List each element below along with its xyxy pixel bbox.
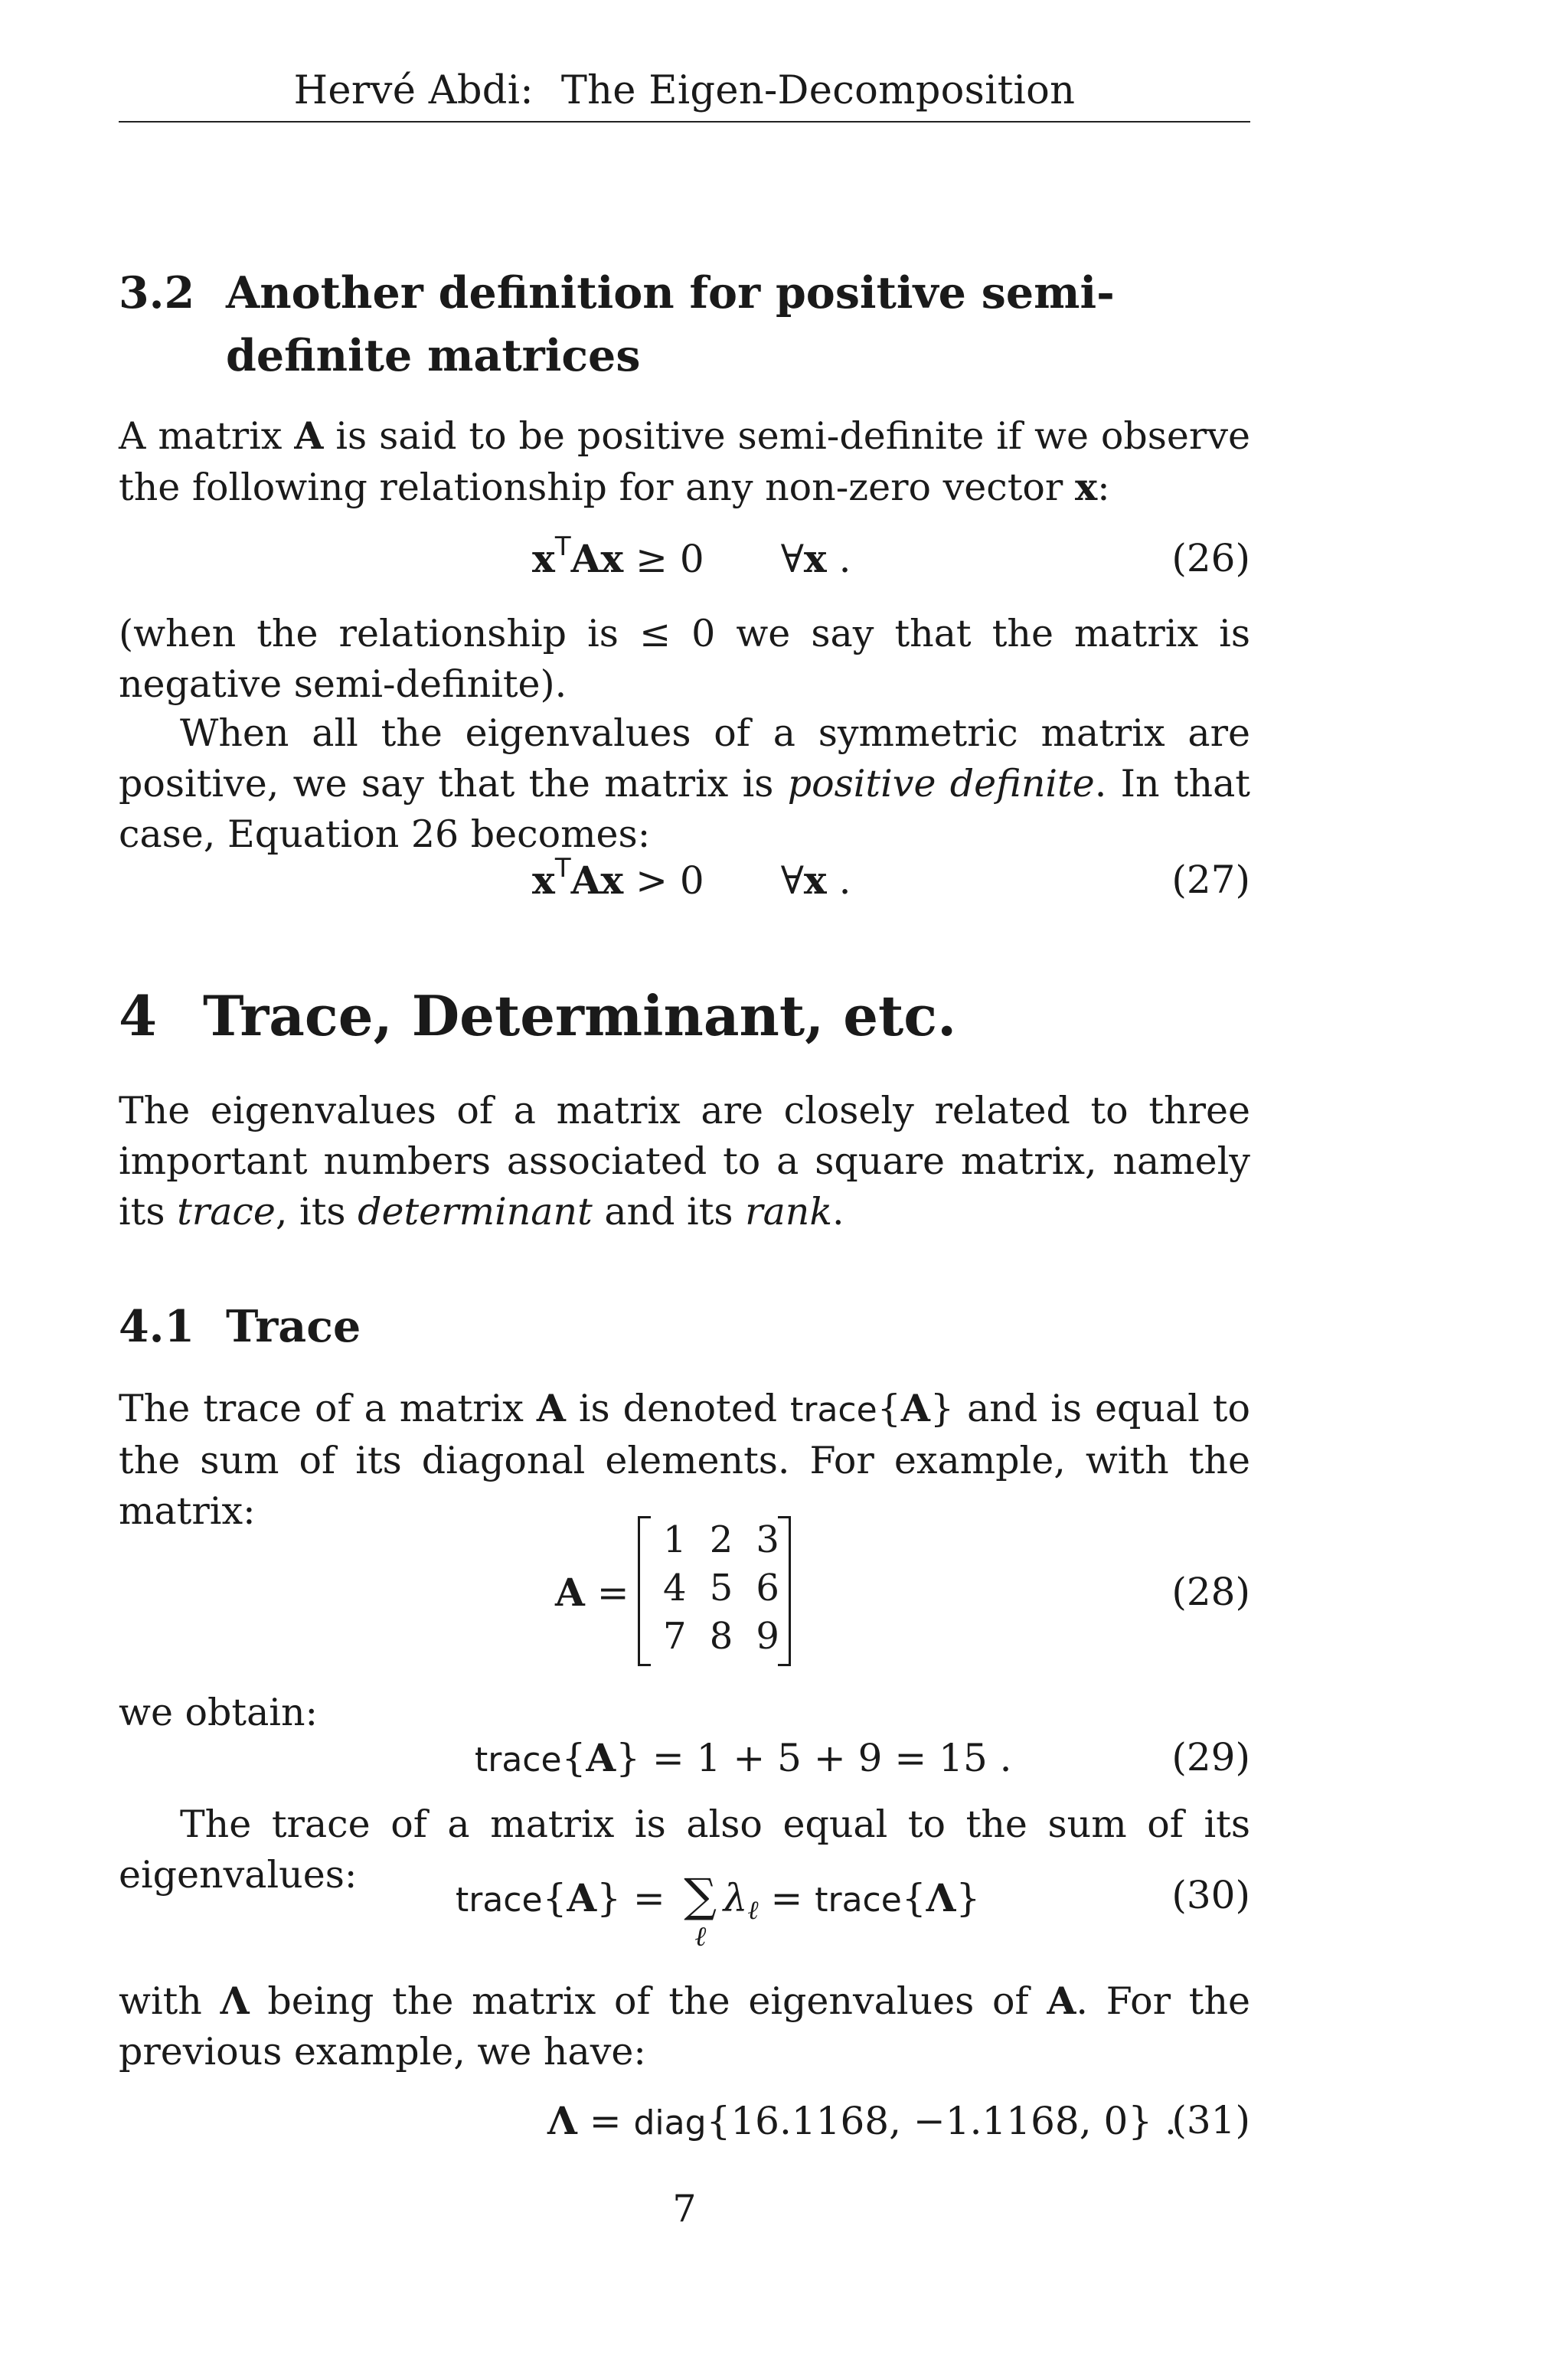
equation-30: trace{A} = ∑ ℓ $\lambda_\ell$ = trace{Λ} (30): [456, 1869, 1250, 1953]
equation-26: $x^TAx \ge 0$ ∀x . (26): [532, 531, 1250, 581]
paragraph-psd-definition: A matrix A is said to be positive semi-definite if we observe the following relationship for any non-zero vector x:: [119, 413, 1250, 509]
section-title: Another definition for positive semi-definite matrices: [226, 267, 1115, 381]
equation-number: (26): [1171, 536, 1250, 580]
running-head-author: Hervé Abdi:: [293, 68, 534, 113]
matrix-cell: 6: [756, 1567, 779, 1610]
right-bracket: [778, 1516, 791, 1666]
equation-27: $x^TAx > 0$ ∀x . (27): [532, 853, 1250, 903]
matrix-cell: 9: [756, 1615, 779, 1658]
section-title: Trace: [226, 1301, 361, 1352]
matrix-A: [638, 1516, 791, 1663]
matrix-cell: 8: [709, 1615, 733, 1658]
section-number: 4: [119, 983, 158, 1048]
paragraph-we-obtain: we obtain:: [119, 1691, 318, 1734]
page-number: 7: [672, 2187, 697, 2230]
running-head: [119, 64, 1250, 123]
matrix-cell: 7: [663, 1615, 687, 1658]
paragraph-trace-eigenvalues: The trace of a matrix is also equal to the sum of its eigenvalues:: [119, 1802, 1250, 1897]
matrix-cell: 5: [709, 1567, 733, 1610]
left-bracket: [638, 1516, 651, 1666]
summation-operator: ∑ ℓ: [684, 1869, 717, 1953]
equation-number: (27): [1171, 858, 1250, 902]
matrix-cell: 2: [709, 1518, 733, 1561]
paragraph-trace-definition: The trace of a matrix A is denoted trace{A} and is equal to the sum of its diagonal elements. For example, with the matrix:: [119, 1386, 1250, 1533]
equation-number: (29): [1171, 1735, 1250, 1779]
equation-number: (30): [1171, 1873, 1250, 1917]
equation-28: A = (28): [555, 1570, 1250, 1615]
paragraph-lambda-matrix: with Λ being the matrix of the eigenvalues of A. For the previous example, we have:: [119, 1979, 1250, 2074]
matrix-cell: 4: [663, 1567, 687, 1610]
section-heading-4-1: [119, 1296, 1250, 1358]
paragraph-trace-det-rank: The eigenvalues of a matrix are closely related to three important numbers associated to a square matrix, namely its trace, its determinant and its rank.: [119, 1089, 1250, 1234]
matrix-cell: 3: [756, 1518, 779, 1561]
matrix-cell: 1: [663, 1518, 687, 1561]
equation-31: Λ = diag{16.1168, −1.1168, 0} . (31): [547, 2098, 1250, 2143]
running-head-title: The Eigen-Decomposition: [560, 68, 1076, 113]
paragraph-negative-semidefinite: (when the relationship is ≤ 0 we say that the matrix is negative semi-definite).: [119, 612, 1250, 706]
section-number: 4.1: [119, 1301, 195, 1352]
paragraph-positive-definite: When all the eigenvalues of a symmetric matrix are positive, we say that the matrix is positive definite. In that case, Equation 26 becomes:: [119, 711, 1250, 856]
equation-29: trace{A} = 1 + 5 + 9 = 15 . (29): [475, 1735, 1250, 1780]
section-number: 3.2: [119, 267, 195, 319]
equation-number: (31): [1171, 2098, 1250, 2142]
section-heading-3-2: [119, 262, 1250, 387]
section-heading-4: [119, 982, 1250, 1051]
matrix-entries: [652, 1516, 791, 1661]
section-title: Trace, Determinant, etc.: [203, 983, 957, 1048]
equation-number: (28): [1171, 1570, 1250, 1614]
